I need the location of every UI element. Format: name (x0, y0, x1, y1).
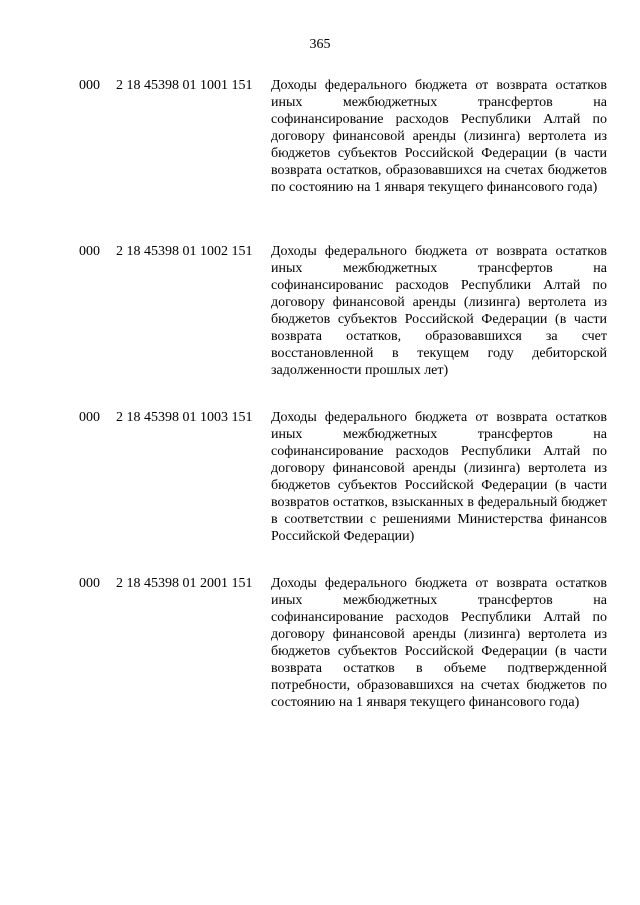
income-description: Доходы федерального бюджета от возврата остатков иных межбюджетных трансфертов на софинансирование расходов Республики Алтай по договору финансовой аренды (лизинга) вертолета из бюджетов субъектов Российской Федерации (в части возврата остатков, образовавшихся на счетах бюджетов по состоянию на 1 января текущего финансового года) (271, 78, 607, 195)
income-description: Доходы федерального бюджета от возврата остатков иных межбюджетных трансфертов на софинансирование расходов Республики Алтай по договору финансовой аренды (лизинга) вертолета из бюджетов субъектов Российской Федерации (в части возврата остатков в объеме подтвержденной потребности, образовавшихся на счетах бюджетов по состоянию на 1 января текущего финансового года) (271, 576, 607, 710)
budget-classification-code: 2 18 45398 01 1002 151 (116, 244, 253, 259)
administrator-code: 000 (79, 244, 100, 259)
administrator-code: 000 (79, 78, 100, 93)
budget-classification-code: 2 18 45398 01 2001 151 (116, 576, 253, 591)
budget-classification-code: 2 18 45398 01 1003 151 (116, 410, 253, 425)
income-code-entry (0, 243, 640, 378)
income-code-entry (0, 575, 640, 710)
budget-classification-code: 2 18 45398 01 1001 151 (116, 78, 253, 93)
income-codes-list (0, 77, 640, 710)
administrator-code: 000 (79, 410, 100, 425)
page-number: 365 (309, 37, 331, 52)
income-code-entry (0, 409, 640, 544)
income-code-entry (0, 77, 640, 195)
income-description: Доходы федерального бюджета от возврата остатков иных межбюджетных трансфертов на софинансированис расходов Республики Алтай по договору финансовой аренды (лизинга) вертолета из бюджетов субъектов Российской Федерации (в части возврата остатков, образовавшихся за счет восстановленной в текущем году дебиторской задолженности прошлых лет) (271, 244, 607, 378)
administrator-code: 000 (79, 576, 100, 591)
income-description: Доходы федерального бюджета от возврата остатков иных межбюджетных трансфертов на софинансирование расходов Республики Алтай по договору финансовой аренды (лизинга) вертолета из бюджетов субъектов Российской Федерации (в части возвратов остатков, взысканных в федеральный бюджет в соответствии с решениями Министерства финансов Российской Федерации) (271, 410, 607, 544)
